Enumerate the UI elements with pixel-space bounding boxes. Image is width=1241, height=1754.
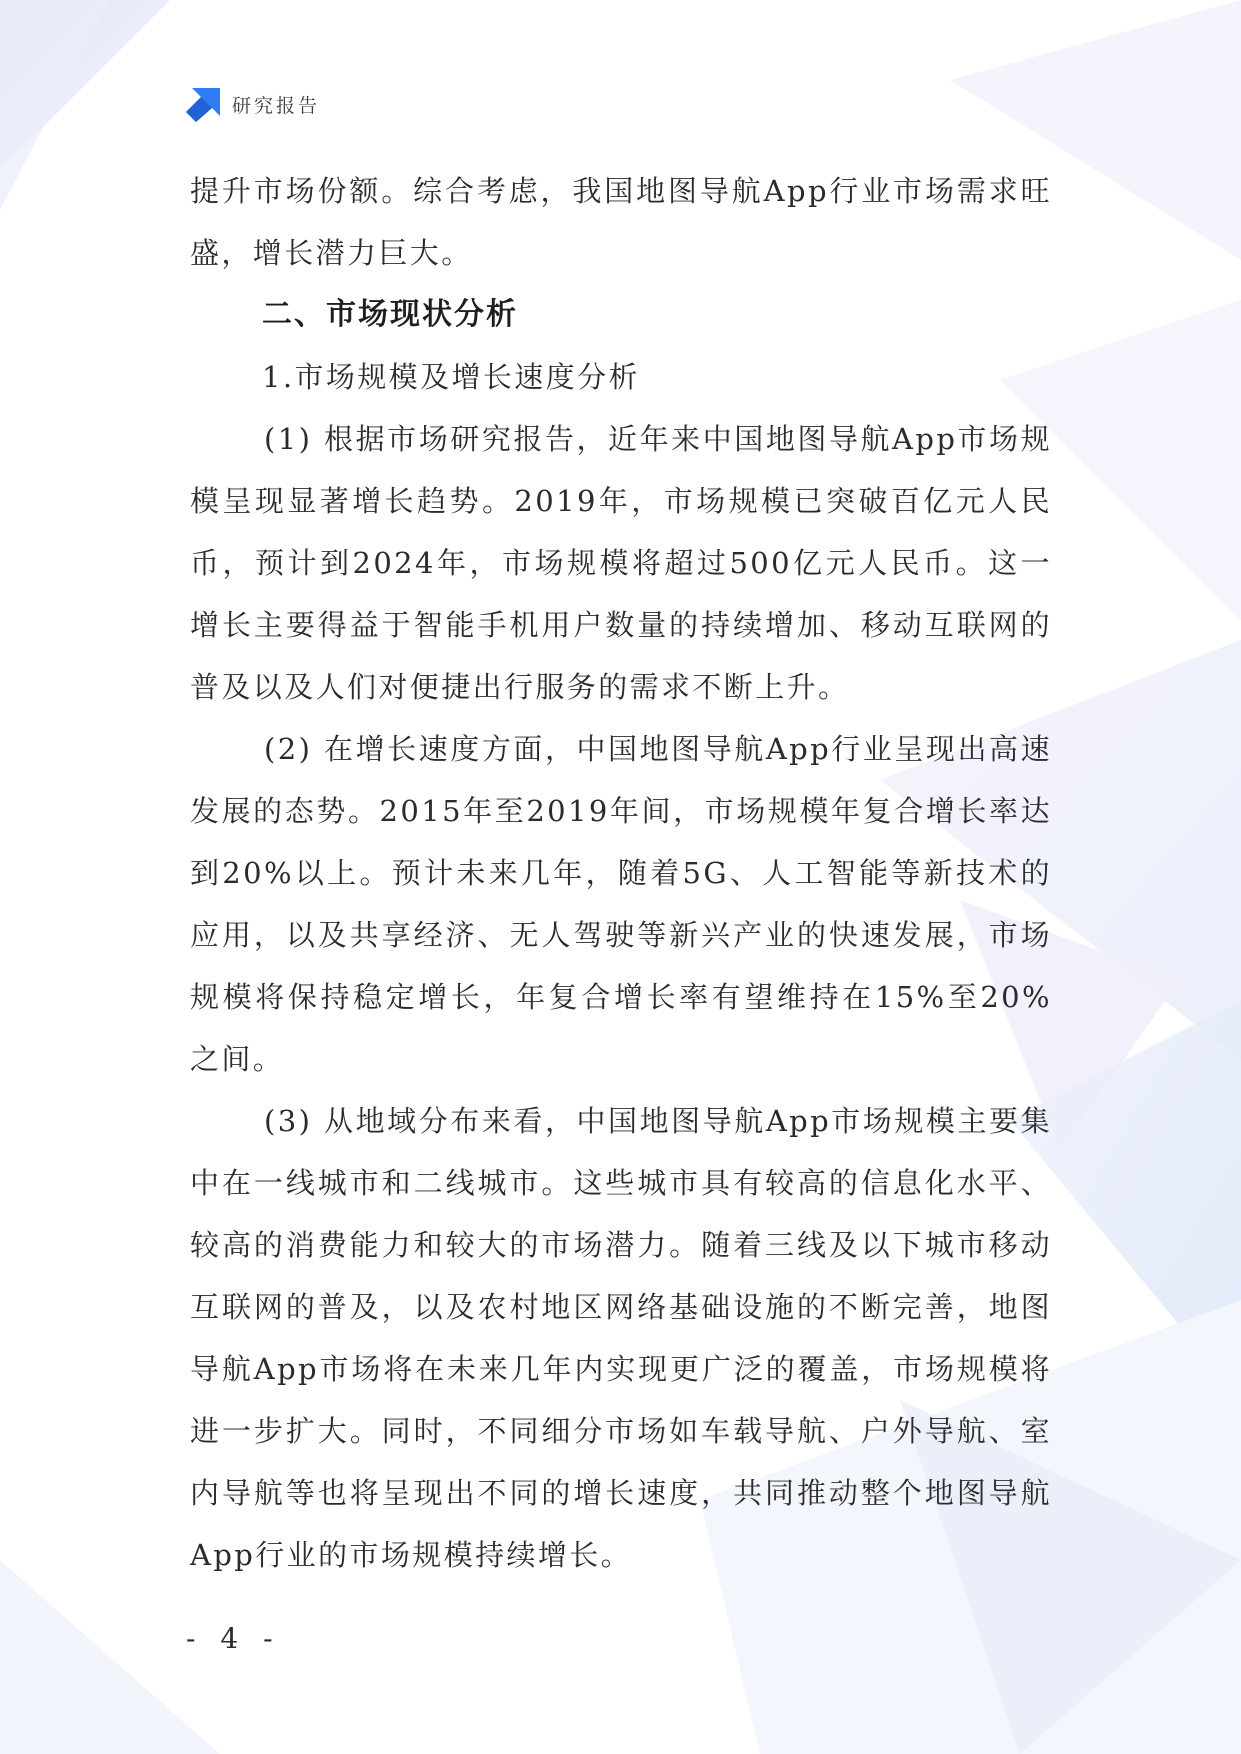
paragraph-3: (3) 从地域分布来看，中国地图导航App市场规模主要集中在一线城市和二线城市。这些城市具有较高的信息化水平、较高的消费能力和较大的市场潜力。随着三线及以下城市移动互联网的普及，以及农村地区网络基础设施的不断完善，地图导航App市场将在未来几年内实现更广泛的覆盖，市场规模将进一步扩大。同时，不同细分市场如车载导航、户外导航、室内导航等也将呈现出不同的增长速度，共同推动整个地图导航App行业的市场规模持续增长。 — [190, 1104, 1052, 1572]
subsection-heading: 1.市场规模及增长速度分析 — [262, 360, 640, 394]
page-header — [186, 86, 320, 122]
page-number: - 4 - — [186, 1622, 281, 1655]
intro-paragraph: 提升市场份额。综合考虑，我国地图导航App行业市场需求旺盛，增长潜力巨大。 — [190, 174, 1052, 270]
document-body — [190, 160, 1052, 1586]
paragraph-1: (1) 根据市场研究报告，近年来中国地图导航App市场规模呈现显著增长趋势。2019年，市场规模已突破百亿元人民币，预计到2024年，市场规模将超过500亿元人民币。这一增长主要得益于智能手机用户数量的持续增加、移动互联网的普及以及人们对便捷出行服务的需求不断上升。 — [190, 422, 1052, 704]
arrow-up-right-icon — [186, 86, 222, 122]
header-title: 研究报告 — [232, 94, 321, 117]
section-heading: 二、市场现状分析 — [262, 297, 518, 332]
paragraph-2: (2) 在增长速度方面，中国地图导航App行业呈现出高速发展的态势。2015年至2019年间，市场规模年复合增长率达到20%以上。预计未来几年，随着5G、人工智能等新技术的应用，以及共享经济、无人驾驶等新兴产业的快速发展，市场规模将保持稳定增长，年复合增长率有望维持在15%至20%之间。 — [190, 732, 1052, 1076]
